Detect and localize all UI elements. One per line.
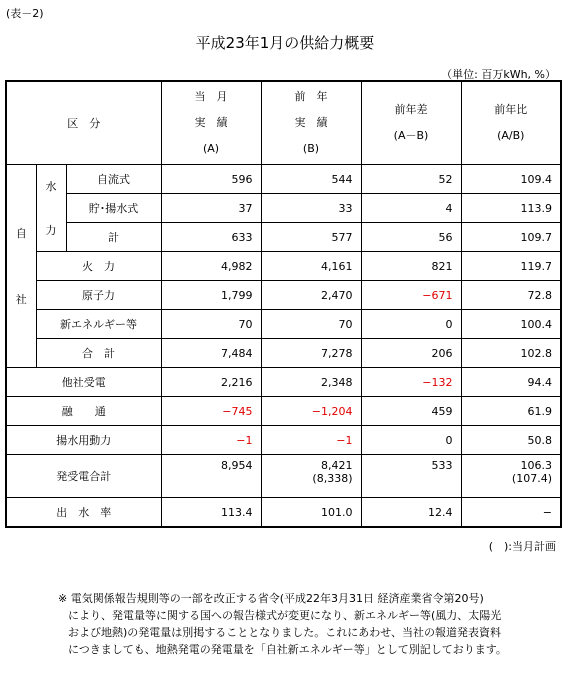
value-b-cell bbox=[261, 455, 361, 498]
value-diff: 533 bbox=[361, 455, 461, 498]
water-label-bottom: 力 bbox=[45, 224, 57, 237]
value-diff: 0 bbox=[361, 310, 461, 339]
row-label: 発受電合計 bbox=[6, 455, 161, 498]
value-b: 7,278 bbox=[261, 339, 361, 368]
value-b: 4,161 bbox=[261, 252, 361, 281]
header-current-3: (A) bbox=[202, 142, 220, 155]
water-label-top: 水 bbox=[45, 180, 57, 193]
value-a: −745 bbox=[161, 397, 261, 426]
value-a: 4,982 bbox=[161, 252, 261, 281]
value-ratio: 50.8 bbox=[461, 426, 561, 455]
header-ratio-1: 前年比 bbox=[494, 103, 528, 116]
value-ratio: 109.4 bbox=[461, 165, 561, 194]
value-b: 33 bbox=[261, 194, 361, 223]
value-a: 596 bbox=[161, 165, 261, 194]
self-label bbox=[6, 165, 36, 368]
value-diff: 4 bbox=[361, 194, 461, 223]
self-label-bottom: 社 bbox=[15, 293, 27, 306]
footnote bbox=[58, 590, 558, 658]
value-ratio-plan: (107.4) bbox=[511, 472, 552, 485]
water-label bbox=[36, 165, 66, 252]
value-diff: 0 bbox=[361, 426, 461, 455]
value-b: 2,348 bbox=[261, 368, 361, 397]
value-ratio: 94.4 bbox=[461, 368, 561, 397]
header-diff-2: (A－B) bbox=[393, 129, 429, 142]
value-b: 8,421 bbox=[321, 459, 353, 472]
value-b: 2,470 bbox=[261, 281, 361, 310]
value-ratio: 61.9 bbox=[461, 397, 561, 426]
value-a: −1 bbox=[161, 426, 261, 455]
value-ratio: 113.9 bbox=[461, 194, 561, 223]
row-label: 自流式 bbox=[66, 165, 161, 194]
value-b: −1,204 bbox=[261, 397, 361, 426]
value-diff: 206 bbox=[361, 339, 461, 368]
table-row bbox=[6, 455, 561, 498]
row-label: 融 通 bbox=[6, 397, 161, 426]
value-b: −1 bbox=[261, 426, 361, 455]
value-ratio: 109.7 bbox=[461, 223, 561, 252]
table-row bbox=[6, 194, 561, 223]
table-row bbox=[6, 223, 561, 252]
value-diff: 821 bbox=[361, 252, 461, 281]
value-diff: 12.4 bbox=[361, 498, 461, 528]
table-row bbox=[6, 498, 561, 528]
table-row bbox=[6, 310, 561, 339]
table-row bbox=[6, 426, 561, 455]
value-diff: 459 bbox=[361, 397, 461, 426]
value-diff: −132 bbox=[361, 368, 461, 397]
value-diff: −671 bbox=[361, 281, 461, 310]
header-current-1: 当 月 bbox=[194, 90, 228, 103]
value-ratio: 100.4 bbox=[461, 310, 561, 339]
value-ratio: 102.8 bbox=[461, 339, 561, 368]
header-previous-1: 前 年 bbox=[294, 90, 328, 103]
value-a: 1,799 bbox=[161, 281, 261, 310]
footnote-line: および地熱)の発電量は別掲することとなりました。これにあわせ、当社の報道発表資料 bbox=[68, 626, 501, 639]
self-label-top: 自 bbox=[15, 227, 27, 240]
row-label: 貯･揚水式 bbox=[66, 194, 161, 223]
row-label: 合 計 bbox=[36, 339, 161, 368]
row-label: 原子力 bbox=[36, 281, 161, 310]
footnote-line: により、発電量等に関する国への報告様式が変更になり、新エネルギー等(風力、太陽光 bbox=[68, 609, 502, 622]
unit-label: （単位: 百万kWh, %） bbox=[441, 68, 556, 81]
value-a: 113.4 bbox=[161, 498, 261, 528]
header-previous-3: (B) bbox=[302, 142, 320, 155]
row-label: 揚水用動力 bbox=[6, 426, 161, 455]
value-ratio: − bbox=[461, 498, 561, 528]
row-label: 出 水 率 bbox=[6, 498, 161, 528]
row-label: 新エネルギー等 bbox=[36, 310, 161, 339]
footnote-line: ※ 電気関係報告規則等の一部を改正する省令(平成22年3月31日 経済産業省令第20号) bbox=[58, 592, 484, 605]
value-a: 37 bbox=[161, 194, 261, 223]
table-header-row bbox=[6, 81, 561, 165]
header-current bbox=[161, 81, 261, 165]
table-row bbox=[6, 281, 561, 310]
value-a: 8,954 bbox=[161, 455, 261, 498]
value-a: 2,216 bbox=[161, 368, 261, 397]
table-tag: (表－2) bbox=[6, 7, 44, 20]
header-previous bbox=[261, 81, 361, 165]
header-ratio-2: (A/B) bbox=[497, 129, 525, 142]
row-label: 火 力 bbox=[36, 252, 161, 281]
value-ratio-cell bbox=[461, 455, 561, 498]
supply-table bbox=[5, 80, 562, 528]
value-b: 544 bbox=[261, 165, 361, 194]
table-row bbox=[6, 368, 561, 397]
value-b: 101.0 bbox=[261, 498, 361, 528]
value-ratio: 119.7 bbox=[461, 252, 561, 281]
footnote-line: につきましても、地熱発電の発電量を「自社新エネルギー等」として別記しております。 bbox=[68, 643, 507, 656]
table-row bbox=[6, 165, 561, 194]
plan-note: ( ):当月計画 bbox=[488, 540, 556, 553]
table-row bbox=[6, 397, 561, 426]
value-a: 70 bbox=[161, 310, 261, 339]
header-current-2: 実 績 bbox=[194, 116, 228, 129]
value-b: 577 bbox=[261, 223, 361, 252]
value-b: 70 bbox=[261, 310, 361, 339]
value-a: 7,484 bbox=[161, 339, 261, 368]
header-diff bbox=[361, 81, 461, 165]
value-diff: 56 bbox=[361, 223, 461, 252]
value-b-plan: (8,338) bbox=[312, 472, 353, 485]
page-title: 平成23年1月の供給力概要 bbox=[195, 34, 375, 52]
value-diff: 52 bbox=[361, 165, 461, 194]
row-label: 計 bbox=[66, 223, 161, 252]
table-row bbox=[6, 339, 561, 368]
header-category: 区 分 bbox=[6, 81, 161, 165]
value-ratio: 72.8 bbox=[461, 281, 561, 310]
header-ratio bbox=[461, 81, 561, 165]
header-diff-1: 前年差 bbox=[394, 103, 428, 116]
value-ratio: 106.3 bbox=[520, 459, 552, 472]
value-a: 633 bbox=[161, 223, 261, 252]
table-row bbox=[6, 252, 561, 281]
row-label: 他社受電 bbox=[6, 368, 161, 397]
header-previous-2: 実 績 bbox=[294, 116, 328, 129]
